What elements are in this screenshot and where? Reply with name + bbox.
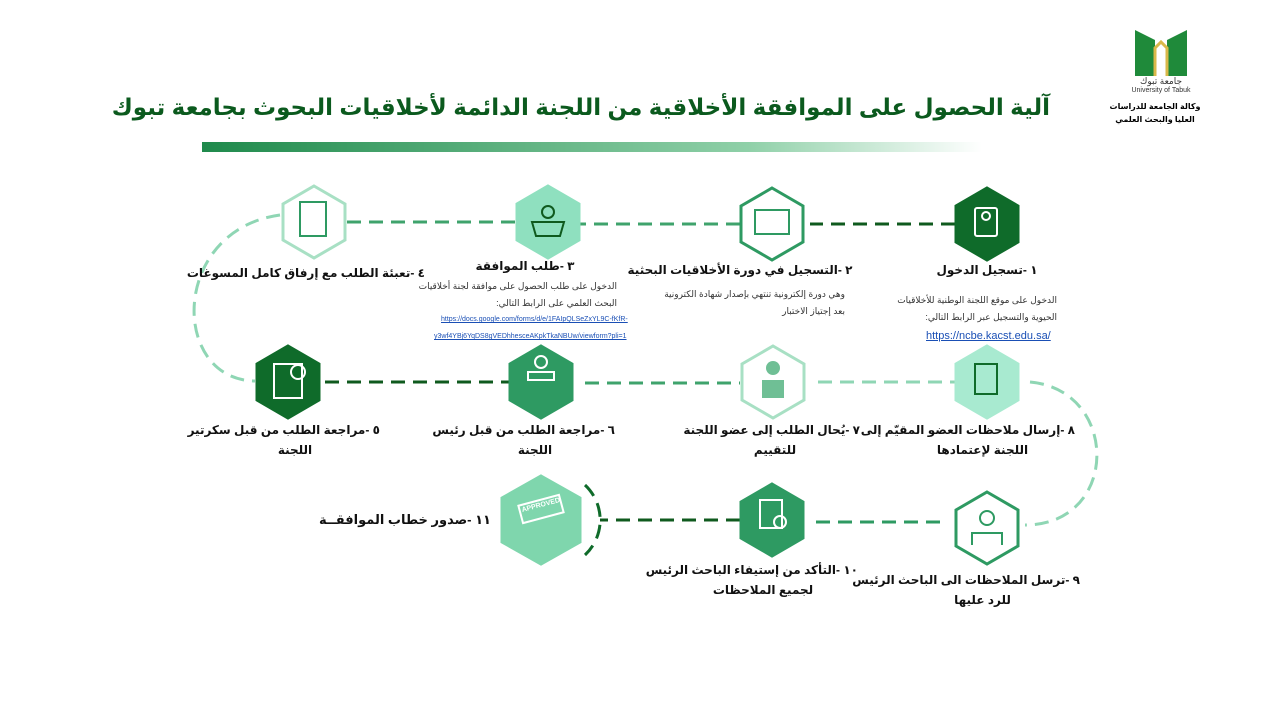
label-line: اللجنة لإعتمادها <box>936 443 1029 457</box>
label-line: اللجنة <box>277 443 313 457</box>
label-line: ٨ -إرسال ملاحظات العضو المقيّم إلى <box>860 423 1075 437</box>
step-3-link-line-1[interactable]: https://docs.google.com/forms/d/e/1FAIpQLSeZxYL9C-fKfR- <box>441 316 628 323</box>
step-4-label: ٤ -تعبئة الطلب مع إرفاق كامل المسوغات <box>186 266 425 280</box>
step-9-label <box>852 570 1080 610</box>
desc-line: بعد إجتياز الاختبار <box>782 306 845 316</box>
step-7-label <box>683 420 860 460</box>
step-1-link[interactable]: https://ncbe.kacst.edu.sa/ <box>926 330 1051 342</box>
label-line: ١٠ -التأكد من إستيفاء الباحث الرئيس <box>645 563 858 577</box>
step-11-label: ١١ -صدور خطاب الموافقــة <box>319 512 491 527</box>
connector-4-5 <box>194 215 280 381</box>
approved-icon <box>502 476 580 564</box>
title-underline <box>202 142 982 152</box>
login-icon <box>956 188 1018 260</box>
step-2-label: ٢ -التسجيل في دورة الأخلاقيات البحثية <box>627 263 853 277</box>
step-3-label: ٣ -طلب الموافقة <box>475 259 575 273</box>
document-icon <box>283 186 345 258</box>
agency-line-1: وكالة الجامعة للدراسات <box>1109 102 1201 111</box>
step-8-label <box>860 420 1075 460</box>
page-title: آلية الحصول على الموافقة الأخلاقية من اللجنة الدائمة لأخلاقيات البحوث بجامعة تبوك <box>111 94 1050 120</box>
notes-icon <box>956 346 1018 418</box>
logo-arabic: جامعة تبوك <box>1139 76 1183 86</box>
approved-stamp: APPROVED <box>521 497 561 514</box>
label-line: لجميع الملاحظات <box>712 583 814 597</box>
university-logo <box>1135 30 1187 76</box>
step-2-desc <box>615 286 845 320</box>
desc-line: البحث العلمي على الرابط التالي: <box>496 298 617 308</box>
step-3-link-line-2[interactable]: y3wf4YBj6YqDS8gVEDhhesceAKpkTkaNBUw/viewform?pli=1 <box>434 333 627 340</box>
desc-line: وهي دورة إلكترونية تنتهي بإصدار شهادة الكترونية <box>664 289 845 299</box>
step-10-label <box>645 560 858 600</box>
label-line: ٥ -مراجعة الطلب من قبل سكرتير <box>187 423 380 437</box>
course-icon <box>741 188 803 260</box>
label-line: اللجنة <box>517 443 553 457</box>
step-3-desc <box>387 278 617 312</box>
step-6-label <box>432 420 615 460</box>
desc-line: الحيوية والتسجيل عبر الرابط التالي: <box>925 312 1057 322</box>
step-5-label <box>187 420 380 460</box>
review-icon <box>257 346 319 418</box>
label-line: للرد عليها <box>954 593 1011 607</box>
label-line: ٦ -مراجعة الطلب من قبل رئيس <box>432 423 615 437</box>
verify-icon <box>741 484 803 556</box>
desc-line: الدخول على طلب الحصول على موافقة لجنة أخلاقيات <box>418 281 617 291</box>
step-1-label: ١ -تسجيل الدخول <box>936 263 1038 277</box>
label-line: ٩ -ترسل الملاحظات الى الباحث الرئيس <box>852 573 1080 587</box>
researcher-icon <box>956 492 1018 564</box>
label-line: للتقييم <box>753 443 797 457</box>
agency-line-2: العليا والبحث العلمي <box>1115 115 1195 124</box>
step-1-desc <box>857 292 1057 326</box>
agency-name <box>1105 100 1205 126</box>
desc-line: الدخول على موقع اللجنة الوطنية للأخلاقيات <box>897 295 1057 305</box>
logo-text <box>1120 76 1202 95</box>
approval-ring <box>585 485 600 555</box>
label-line: ٧ -يُحال الطلب إلى عضو اللجنة <box>683 423 860 437</box>
logo-english: University of Tabuk <box>1131 87 1191 94</box>
